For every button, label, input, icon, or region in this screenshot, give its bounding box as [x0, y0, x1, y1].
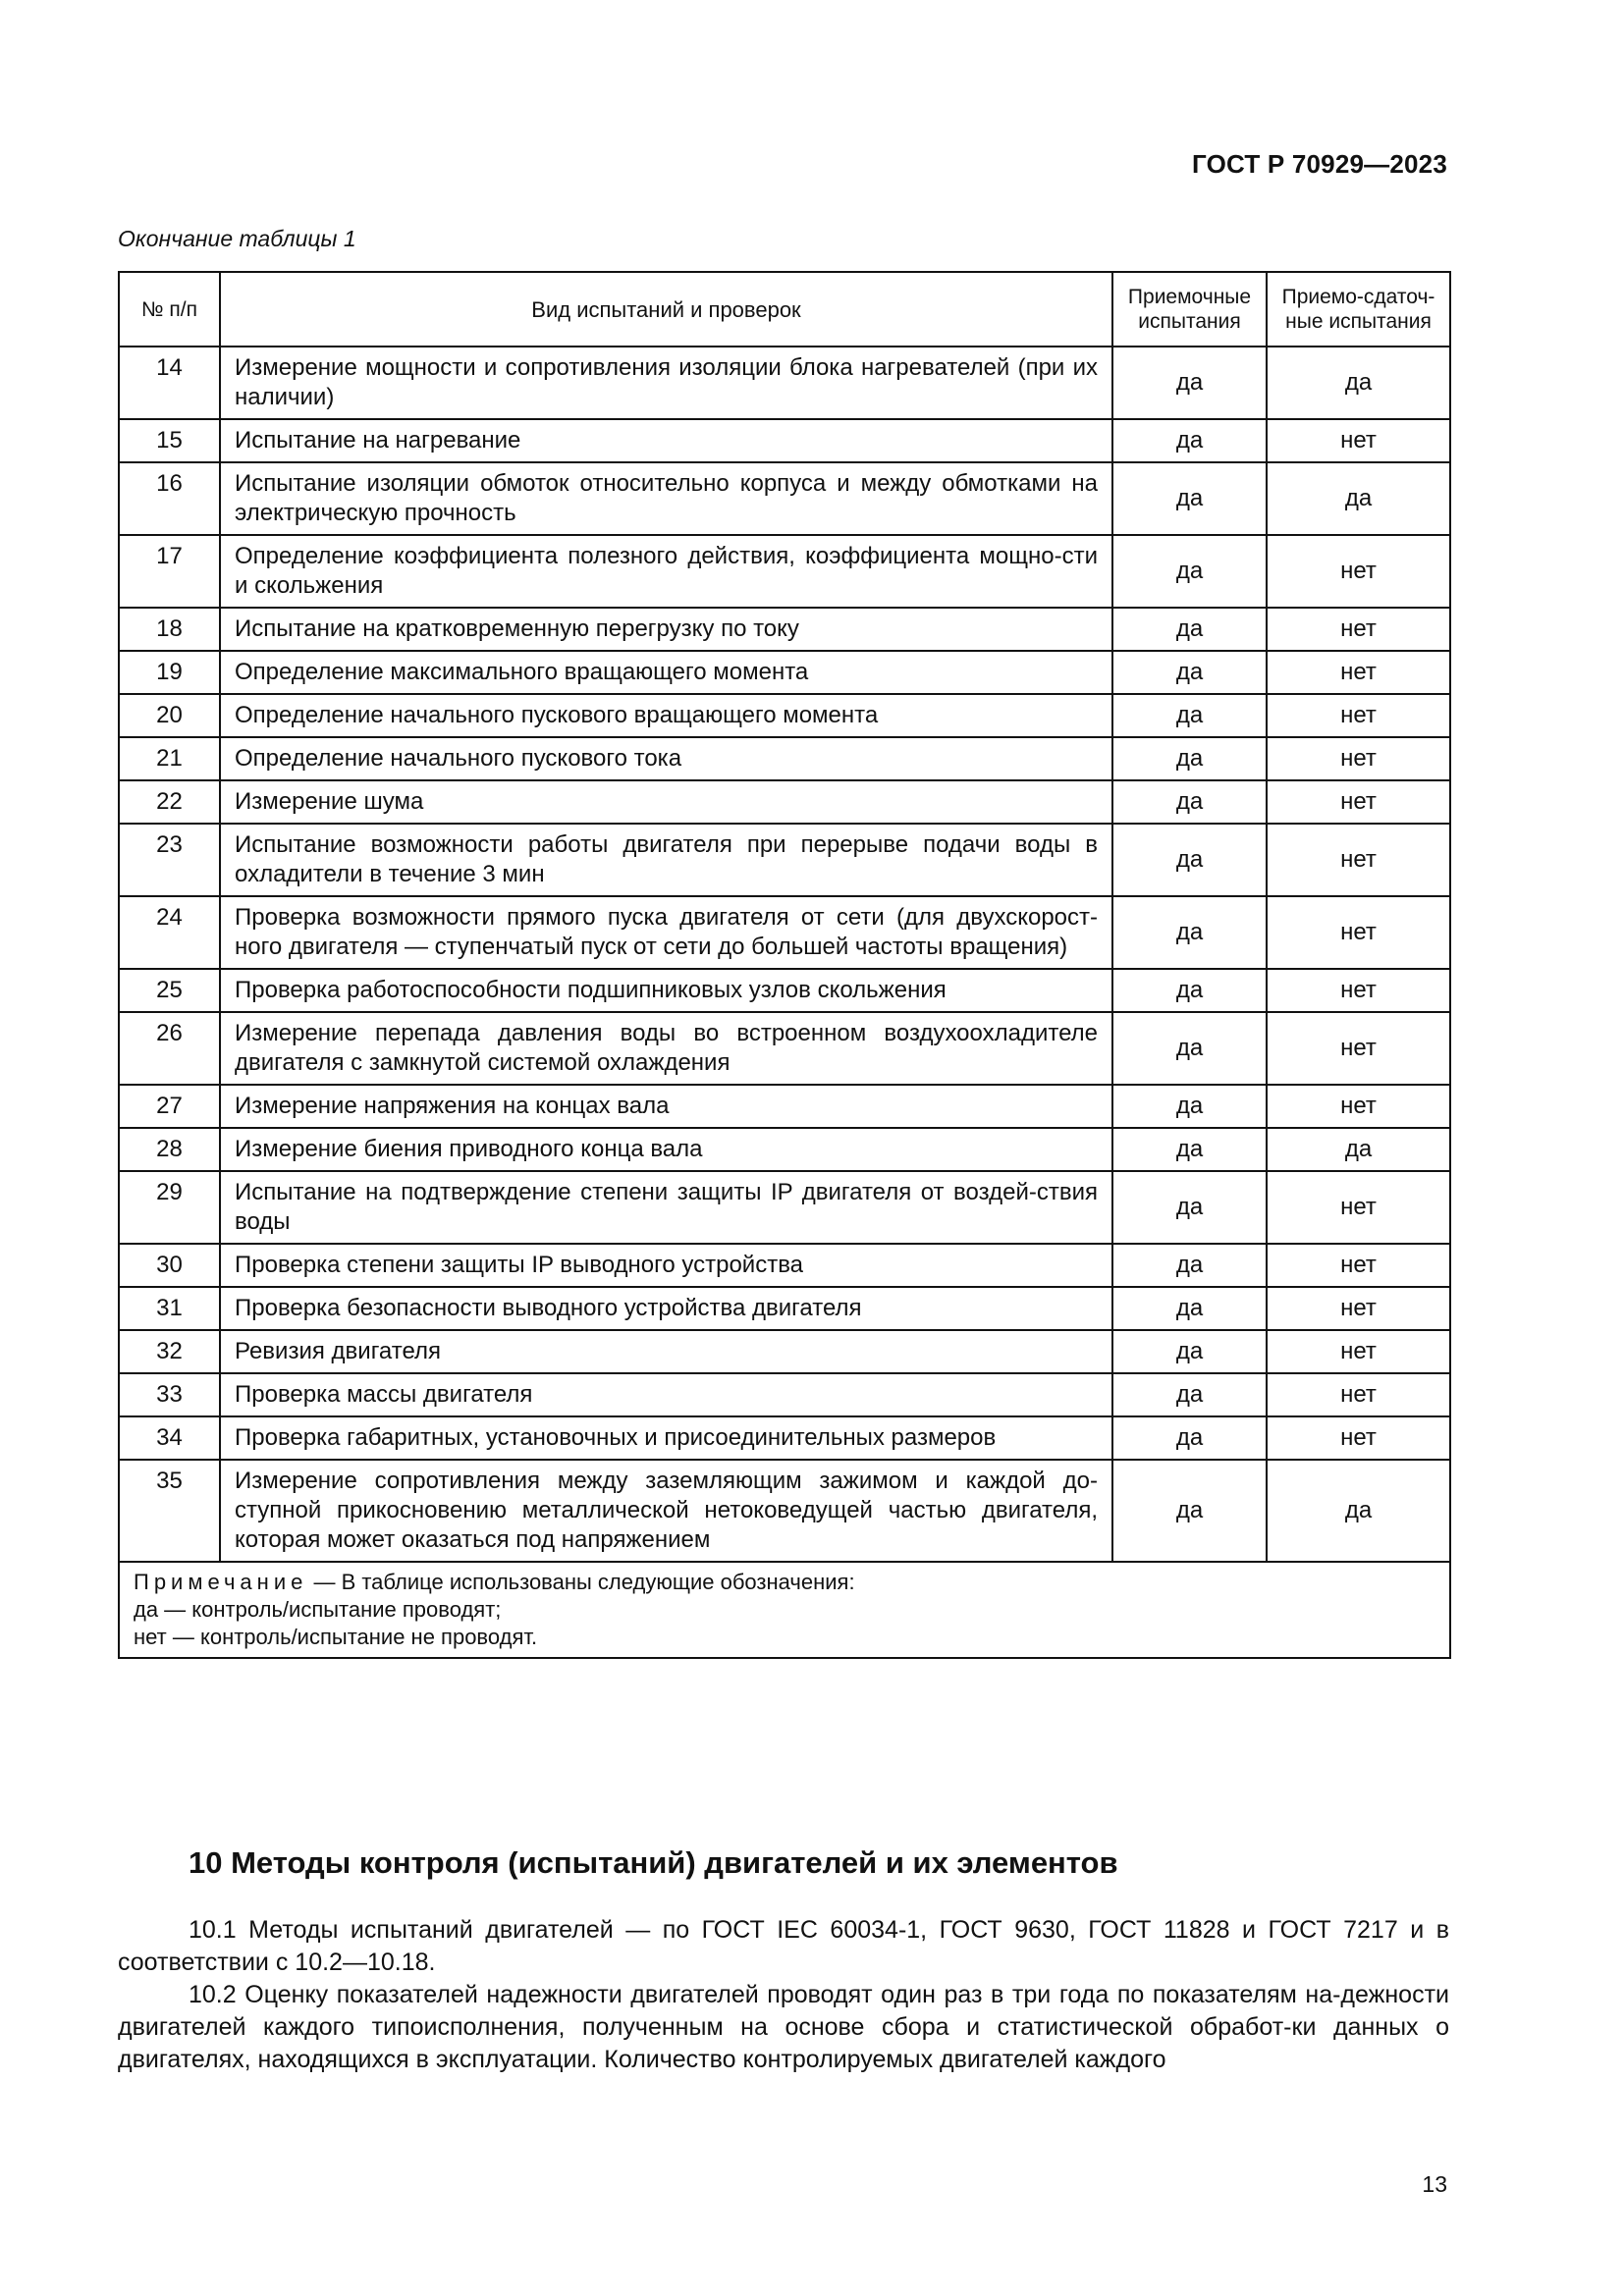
section-body: [118, 1914, 1449, 2076]
row-acceptance-value: да: [1112, 1373, 1267, 1416]
row-number: 30: [119, 1244, 220, 1287]
column-header-test-type: Вид испытаний и проверок: [220, 272, 1112, 347]
row-test-name: Проверка работоспособности подшипниковых узлов скольжения: [220, 969, 1112, 1012]
row-acceptance-value: да: [1112, 780, 1267, 824]
row-test-name: Проверка степени защиты IP выводного устройства: [220, 1244, 1112, 1287]
row-delivery-value: нет: [1267, 694, 1450, 737]
row-number: 33: [119, 1373, 220, 1416]
row-delivery-value: нет: [1267, 780, 1450, 824]
row-test-name: Измерение перепада давления воды во встроенном воздухоохладителе двигателя с замкнутой системой охлаждения: [220, 1012, 1112, 1085]
row-test-name: Испытание на подтверждение степени защиты IP двигателя от воздей-ствия воды: [220, 1171, 1112, 1244]
row-test-name: Измерение сопротивления между заземляющим зажимом и каждой до-ступной прикосновению металлической нетоковедущей частью двигателя, которая может оказаться под напряжением: [220, 1460, 1112, 1562]
table-row: [119, 1416, 1450, 1460]
row-acceptance-value: да: [1112, 608, 1267, 651]
table-row: [119, 419, 1450, 462]
row-delivery-value: да: [1267, 347, 1450, 419]
row-acceptance-value: да: [1112, 347, 1267, 419]
row-number: 23: [119, 824, 220, 896]
table-row: [119, 535, 1450, 608]
table-row: [119, 347, 1450, 419]
table-row: [119, 1460, 1450, 1562]
row-number: 28: [119, 1128, 220, 1171]
note-line-no: нет — контроль/испытание не проводят.: [134, 1625, 538, 1649]
table-caption: Окончание таблицы 1: [118, 226, 356, 251]
row-number: 22: [119, 780, 220, 824]
table-row: [119, 608, 1450, 651]
column-header-delivery: [1267, 272, 1450, 347]
table-row: [119, 694, 1450, 737]
table-row: [119, 651, 1450, 694]
row-acceptance-value: да: [1112, 419, 1267, 462]
row-delivery-value: нет: [1267, 1287, 1450, 1330]
column-header-delivery-line1: Приемо-сдаточ-: [1281, 286, 1435, 308]
row-number: 26: [119, 1012, 220, 1085]
table-row: [119, 462, 1450, 535]
row-acceptance-value: да: [1112, 824, 1267, 896]
row-acceptance-value: да: [1112, 1012, 1267, 1085]
row-acceptance-value: да: [1112, 1128, 1267, 1171]
row-acceptance-value: да: [1112, 1085, 1267, 1128]
paragraph-10-1: 10.1 Методы испытаний двигателей — по ГОСТ IEC 60034-1, ГОСТ 9630, ГОСТ 11828 и ГОСТ 7217 и в соответствии с 10.2—10.18.: [118, 1916, 1449, 1976]
table-row: [119, 1287, 1450, 1330]
row-acceptance-value: да: [1112, 694, 1267, 737]
row-test-name: Проверка массы двигателя: [220, 1373, 1112, 1416]
table-row: [119, 1171, 1450, 1244]
row-delivery-value: нет: [1267, 1012, 1450, 1085]
row-test-name: Проверка безопасности выводного устройства двигателя: [220, 1287, 1112, 1330]
row-acceptance-value: да: [1112, 896, 1267, 969]
table-row: [119, 1085, 1450, 1128]
column-header-acceptance: [1112, 272, 1267, 347]
row-test-name: Измерение мощности и сопротивления изоляции блока нагревателей (при их наличии): [220, 347, 1112, 419]
row-number: 21: [119, 737, 220, 780]
paragraph-10-2: 10.2 Оценку показателей надежности двигателей проводят один раз в три года по показателям на-дежности двигателей каждого типоисполнения, полученным на основе сбора и статистической обработ-ки данных о двигателях, находящихся в эксплуатации. Количество контролируемых двигателей каждого: [118, 1981, 1449, 2073]
table-note-row: [119, 1562, 1450, 1658]
row-test-name: Ревизия двигателя: [220, 1330, 1112, 1373]
note-heading: Примечание: [134, 1570, 308, 1594]
row-number: 31: [119, 1287, 220, 1330]
row-test-name: Испытание на нагревание: [220, 419, 1112, 462]
table-header-row: [119, 272, 1450, 347]
row-delivery-value: нет: [1267, 1171, 1450, 1244]
table-row: [119, 1373, 1450, 1416]
table-row: [119, 969, 1450, 1012]
row-test-name: Проверка возможности прямого пуска двигателя от сети (для двухскорост-ного двигателя — ступенчатый пуск от сети до большей частоты вращения): [220, 896, 1112, 969]
row-test-name: Определение коэффициента полезного действия, коэффициента мощно-сти и скольжения: [220, 535, 1112, 608]
row-acceptance-value: да: [1112, 651, 1267, 694]
row-test-name: Проверка габаритных, установочных и присоединительных размеров: [220, 1416, 1112, 1460]
row-delivery-value: нет: [1267, 896, 1450, 969]
table-row: [119, 896, 1450, 969]
row-delivery-value: нет: [1267, 1416, 1450, 1460]
note-intro-line: [134, 1569, 1435, 1596]
row-test-name: Испытание изоляции обмоток относительно корпуса и между обмотками на электрическую прочность: [220, 462, 1112, 535]
row-number: 20: [119, 694, 220, 737]
table-row: [119, 780, 1450, 824]
row-test-name: Измерение напряжения на концах вала: [220, 1085, 1112, 1128]
row-number: 29: [119, 1171, 220, 1244]
row-acceptance-value: да: [1112, 1244, 1267, 1287]
row-test-name: Испытание на кратковременную перегрузку по току: [220, 608, 1112, 651]
row-acceptance-value: да: [1112, 969, 1267, 1012]
page-number: 13: [1422, 2171, 1447, 2197]
note-intro: — В таблице использованы следующие обозначения:: [307, 1570, 855, 1594]
column-header-acceptance-line1: Приемочные: [1127, 286, 1252, 308]
row-delivery-value: нет: [1267, 1085, 1450, 1128]
row-acceptance-value: да: [1112, 737, 1267, 780]
table-row: [119, 1128, 1450, 1171]
row-acceptance-value: да: [1112, 462, 1267, 535]
row-number: 16: [119, 462, 220, 535]
table-row: [119, 737, 1450, 780]
note-line-yes: да — контроль/испытание проводят;: [134, 1597, 502, 1622]
row-delivery-value: нет: [1267, 1373, 1450, 1416]
table-row: [119, 1244, 1450, 1287]
row-delivery-value: нет: [1267, 419, 1450, 462]
row-delivery-value: нет: [1267, 737, 1450, 780]
table-row: [119, 1330, 1450, 1373]
row-number: 27: [119, 1085, 220, 1128]
row-delivery-value: да: [1267, 1460, 1450, 1562]
row-number: 14: [119, 347, 220, 419]
row-number: 35: [119, 1460, 220, 1562]
table-row: [119, 824, 1450, 896]
document-code: ГОСТ Р 70929—2023: [1192, 149, 1447, 179]
row-delivery-value: нет: [1267, 535, 1450, 608]
row-number: 34: [119, 1416, 220, 1460]
tests-table: [118, 271, 1451, 1659]
row-acceptance-value: да: [1112, 1330, 1267, 1373]
row-delivery-value: нет: [1267, 969, 1450, 1012]
row-acceptance-value: да: [1112, 535, 1267, 608]
row-delivery-value: нет: [1267, 824, 1450, 896]
row-delivery-value: да: [1267, 1128, 1450, 1171]
table-row: [119, 1012, 1450, 1085]
row-delivery-value: да: [1267, 462, 1450, 535]
row-number: 25: [119, 969, 220, 1012]
row-number: 17: [119, 535, 220, 608]
row-number: 32: [119, 1330, 220, 1373]
column-header-number: № п/п: [119, 272, 220, 347]
row-acceptance-value: да: [1112, 1287, 1267, 1330]
table-body: [119, 347, 1450, 1562]
row-acceptance-value: да: [1112, 1416, 1267, 1460]
row-test-name: Измерение биения приводного конца вала: [220, 1128, 1112, 1171]
column-header-delivery-line2: ные испытания: [1285, 310, 1432, 333]
row-number: 18: [119, 608, 220, 651]
row-delivery-value: нет: [1267, 1244, 1450, 1287]
row-delivery-value: нет: [1267, 1330, 1450, 1373]
section-title: 10 Методы контроля (испытаний) двигателей и их элементов: [189, 1845, 1118, 1880]
row-number: 19: [119, 651, 220, 694]
row-delivery-value: нет: [1267, 608, 1450, 651]
row-test-name: Определение начального пускового вращающего момента: [220, 694, 1112, 737]
row-test-name: Измерение шума: [220, 780, 1112, 824]
row-acceptance-value: да: [1112, 1460, 1267, 1562]
row-test-name: Определение максимального вращающего момента: [220, 651, 1112, 694]
column-header-acceptance-line2: испытания: [1138, 310, 1241, 333]
row-test-name: Испытание возможности работы двигателя при перерыве подачи воды в охладители в течение 3 мин: [220, 824, 1112, 896]
row-acceptance-value: да: [1112, 1171, 1267, 1244]
row-test-name: Определение начального пускового тока: [220, 737, 1112, 780]
row-delivery-value: нет: [1267, 651, 1450, 694]
table-note: [119, 1562, 1450, 1658]
row-number: 15: [119, 419, 220, 462]
row-number: 24: [119, 896, 220, 969]
